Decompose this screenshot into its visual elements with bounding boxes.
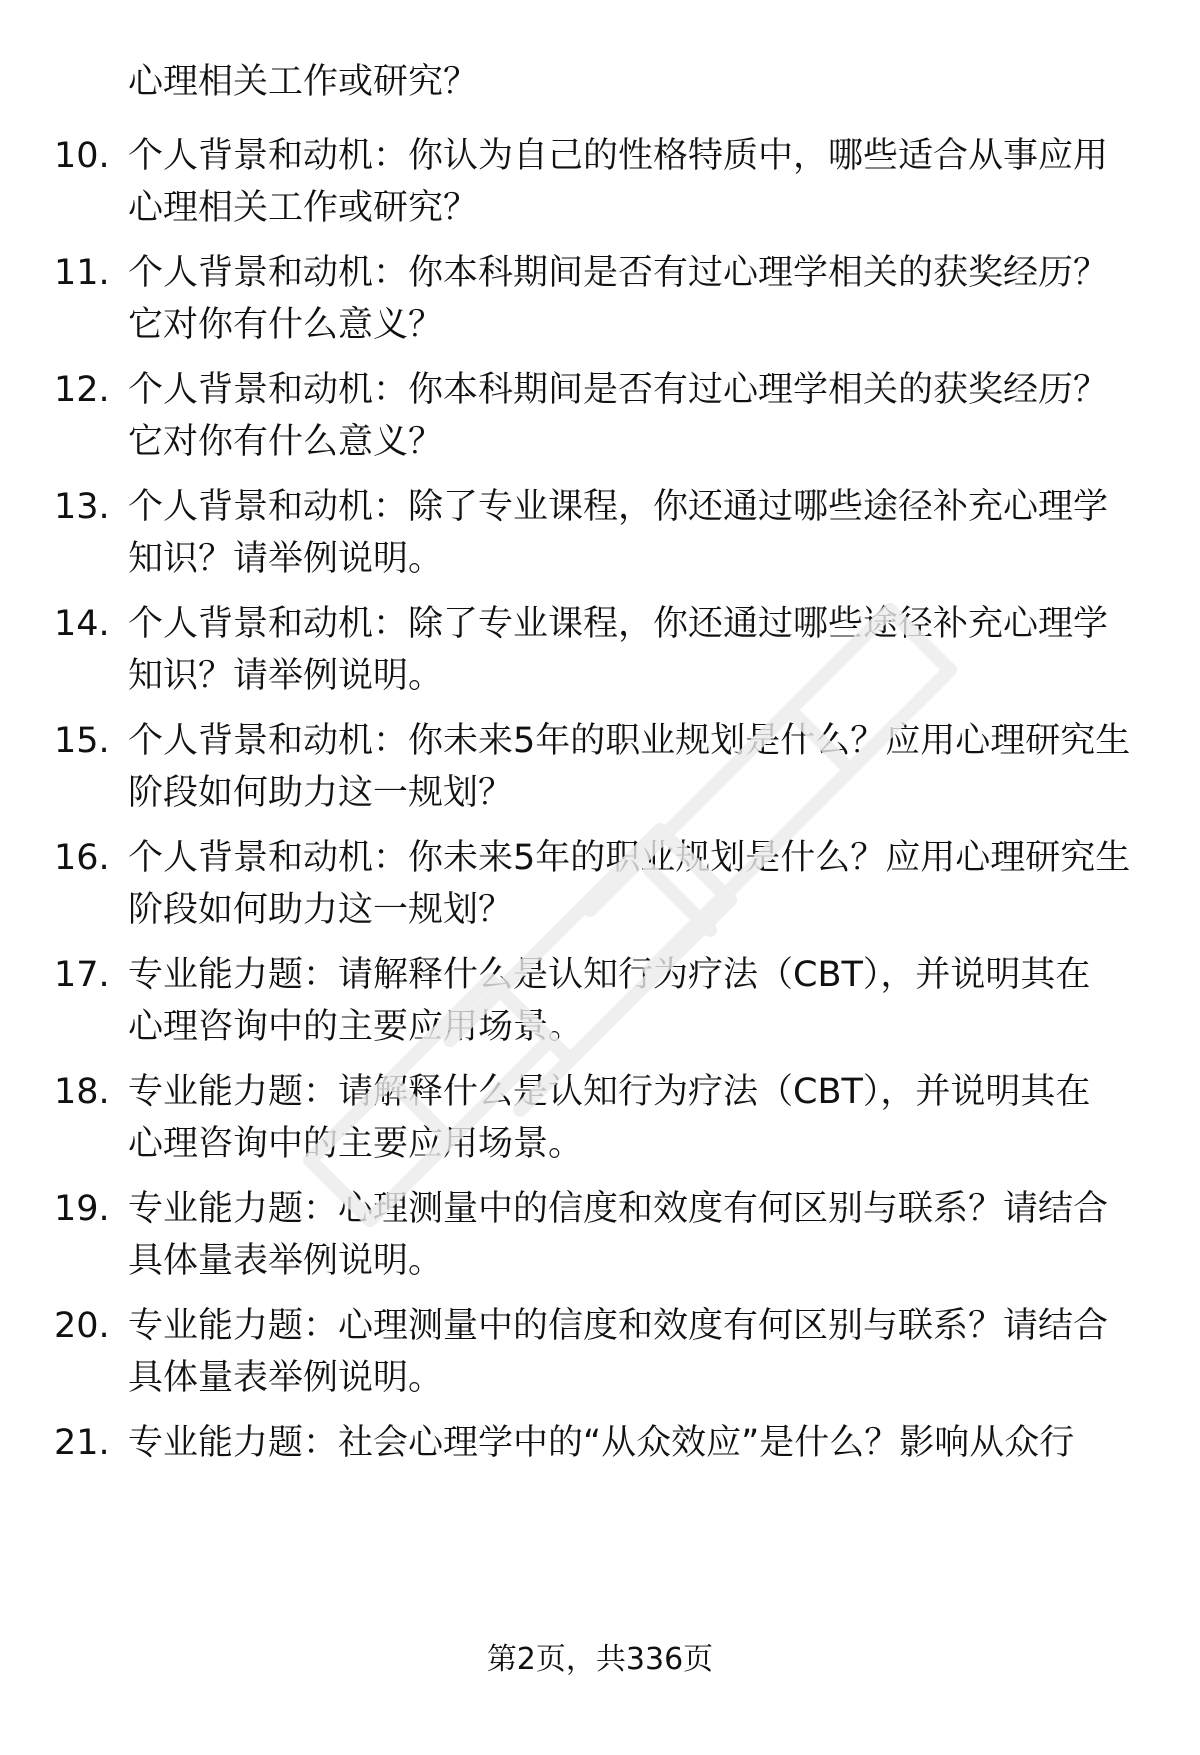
question-line: 具体量表举例说明。 — [128, 1241, 444, 1281]
question-text — [128, 1066, 1168, 1170]
question-number: 15. — [54, 721, 110, 761]
question-number: 21. — [54, 1423, 110, 1463]
question-number: 11. — [54, 253, 110, 293]
question-line: 个人背景和动机：除了专业课程，你还通过哪些途径补充心理学 — [128, 604, 1109, 644]
question-line: 个人背景和动机：你本科期间是否有过心理学相关的获奖经历？ — [128, 253, 1109, 293]
question-text — [128, 832, 1168, 936]
question-line: 知识？请举例说明。 — [128, 656, 444, 696]
question-number: 20. — [54, 1306, 110, 1346]
question-line: 个人背景和动机：你未来5年的职业规划是什么？应用心理研究生 — [128, 721, 1131, 761]
question-line: 心理相关工作或研究？ — [128, 188, 479, 228]
question-number: 19. — [54, 1189, 110, 1229]
question-text — [128, 1300, 1168, 1404]
question-number: 16. — [54, 838, 110, 878]
question-number: 17. — [54, 955, 110, 995]
question-text — [128, 247, 1168, 351]
question-text — [128, 1417, 1168, 1469]
question-line: 专业能力题：心理测量中的信度和效度有何区别与联系？请结合 — [128, 1189, 1109, 1229]
question-text — [128, 130, 1168, 234]
question-number: 18. — [54, 1072, 110, 1112]
question-line: 它对你有什么意义？ — [128, 422, 444, 462]
question-line: 个人背景和动机：你未来5年的职业规划是什么？应用心理研究生 — [128, 838, 1131, 878]
question-line: 个人背景和动机：你本科期间是否有过心理学相关的获奖经历？ — [128, 370, 1109, 410]
question-text — [128, 1183, 1168, 1287]
question-line: 专业能力题：请解释什么是认知行为疗法（CBT），并说明其在 — [128, 1072, 1091, 1112]
question-text — [128, 598, 1168, 702]
question-line: 具体量表举例说明。 — [128, 1358, 444, 1398]
question-line: 心理咨询中的主要应用场景。 — [128, 1007, 584, 1047]
question-line: 专业能力题：心理测量中的信度和效度有何区别与联系？请结合 — [128, 1306, 1109, 1346]
question-line: 阶段如何助力这一规划？ — [128, 890, 514, 930]
question-number: 12. — [54, 370, 110, 410]
question-number: 14. — [54, 604, 110, 644]
question-number: 10. — [54, 136, 110, 176]
question-line: 专业能力题：社会心理学中的“从众效应”是什么？影响从众行 — [128, 1423, 1075, 1463]
question-line: 个人背景和动机：除了专业课程，你还通过哪些途径补充心理学 — [128, 487, 1109, 527]
question-line: 心理咨询中的主要应用场景。 — [128, 1124, 584, 1164]
question-line: 个人背景和动机：你认为自己的性格特质中，哪些适合从事应用 — [128, 136, 1109, 176]
question-text — [128, 481, 1168, 585]
continuation-line: 心理相关工作或研究？ — [128, 62, 479, 102]
page-footer: 第2页，共336页 — [486, 1642, 714, 1677]
question-text — [128, 715, 1168, 819]
question-line: 阶段如何助力这一规划？ — [128, 773, 514, 813]
question-line: 专业能力题：请解释什么是认知行为疗法（CBT），并说明其在 — [128, 955, 1091, 995]
question-text — [128, 364, 1168, 468]
question-number: 13. — [54, 487, 110, 527]
question-line: 它对你有什么意义？ — [128, 305, 444, 345]
question-text — [128, 949, 1168, 1053]
question-line: 知识？请举例说明。 — [128, 539, 444, 579]
